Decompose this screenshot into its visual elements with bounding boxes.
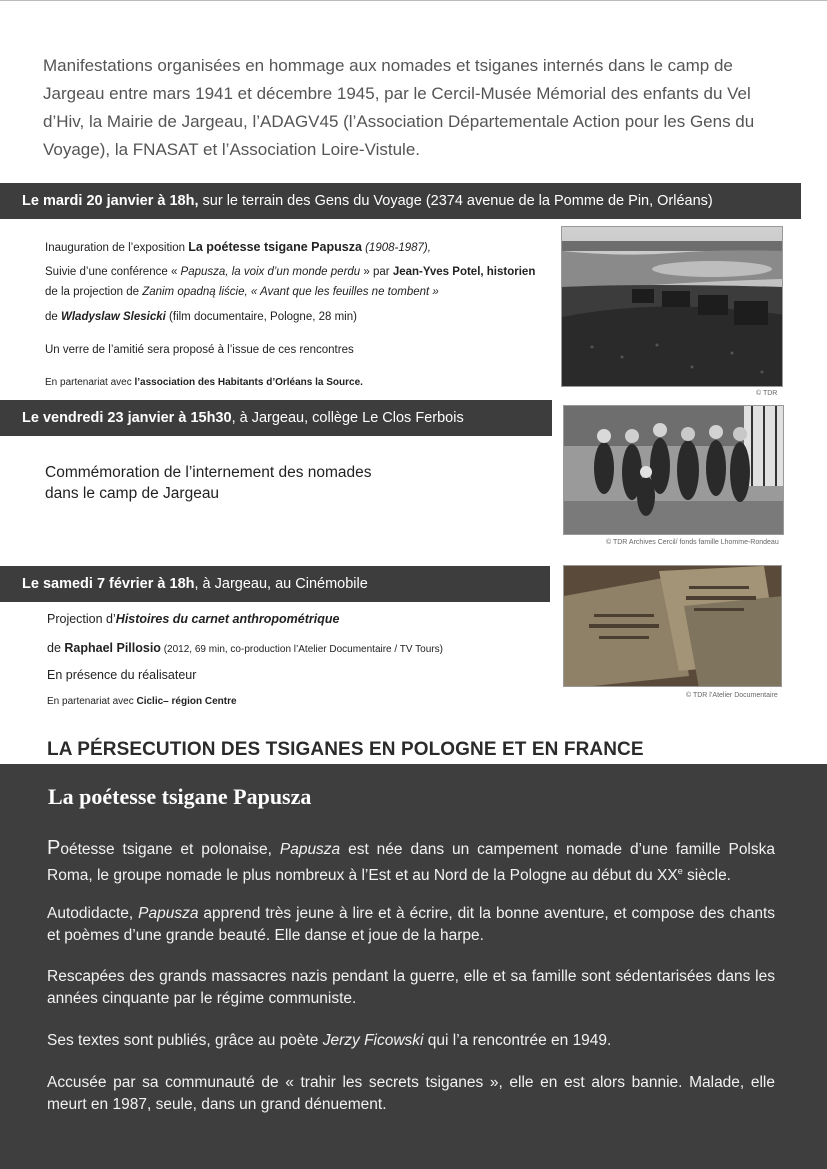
carnet-photo-illustration <box>564 566 782 687</box>
event-1-header <box>0 183 801 219</box>
article-paragraph-3: Rescapées des grands massacres nazis pendant la guerre, elle et sa famille sont sédentarisées dans les années cinquante par le régime communiste. <box>47 968 775 1007</box>
event-1-line-5: Un verre de l’amitié sera proposé à l’issue de ces rencontres <box>45 344 354 356</box>
photo-credit-2: © TDR Archives Cercil/ fonds famille Lhomme-Rondeau <box>606 539 779 546</box>
photo-credit-1: © TDR <box>756 390 778 397</box>
article-title: La poétesse tsigane Papusza <box>48 784 312 809</box>
children-group-photo <box>563 405 784 535</box>
event-1-line-2: Suivie d’une conférence « Papusza, la voix d’un monde perdu » par Jean-Yves Potel, historien <box>45 266 536 278</box>
top-rule <box>0 0 827 1</box>
event-3-line-3: En présence du réalisateur <box>47 668 197 682</box>
event-1-line-3: de la projection de Zanim opadną liście, « Avant que les feuilles ne tombent » <box>45 286 439 298</box>
caravans-photo <box>561 226 783 387</box>
event-1-partnership: En partenariat avec l’association des Habitants d’Orléans la Source. <box>45 377 363 388</box>
event-3-line-1: Projection d’Histoires du carnet anthropométrique <box>47 612 340 626</box>
event-2-place: , à Jargeau, collège Le Clos Ferbois <box>231 410 464 426</box>
event-3-line-2: de Raphael Pillosio (2012, 69 min, co-production l’Atelier Documentaire / TV Tours) <box>47 641 443 655</box>
event-3-header <box>0 566 550 602</box>
event-2-line-2: dans le camp de Jargeau <box>45 485 220 502</box>
intro-paragraph: Manifestations organisées en hommage aux nomades et tsiganes internés dans le camp de Jargeau entre mars 1941 et décembre 1945, par le Cercil-Musée Mémorial des enfants du Vel d’Hiv, la Mairie de Jargeau, l’ADAGV45 (l’Association Départementale Action pour les Gens du Voyage), la FNASAT et l’Association Loire-Vistule. <box>43 56 755 159</box>
event-2-date: Le vendredi 23 janvier à 15h30 <box>22 410 232 426</box>
event-3-partnership: En partenariat avec Ciclic– région Centre <box>47 696 237 707</box>
event-3-place: , à Jargeau, au Cinémobile <box>194 576 368 592</box>
article-paragraph-1: Poétesse tsigane et polonaise, Papusza est née dans un campement nomade d’une famille Polska Roma, le groupe nomade le plus nombreux à l’Est et au Nord de la Pologne au début du XXe siècle. <box>47 837 775 884</box>
event-3-date: Le samedi 7 février à 18h <box>22 576 195 592</box>
event-1-date: Le mardi 20 janvier à 18h, <box>22 193 199 209</box>
article-paragraph-5: Accusée par sa communauté de « trahir les secrets tsiganes », elle en est alors bannie. Malade, elle meurt en 1987, seule, dans un grand dénuement. <box>47 1074 775 1113</box>
article-paragraph-2: Autodidacte, Papusza apprend très jeune à lire et à écrire, dit la bonne aventure, et compose des chants et poèmes d’une grande beauté. Elle danse et joue de la harpe. <box>47 905 776 944</box>
article-paragraph-4: Ses textes sont publiés, grâce au poète Jerzy Ficowski qui l’a rencontrée en 1949. <box>47 1032 612 1049</box>
event-1-line-4: de Wladyslaw Slesicki (film documentaire, Pologne, 28 min) <box>45 311 357 323</box>
event-1-line-1: Inauguration de l’exposition La poétesse tsigane Papusza (1908-1987), <box>45 240 431 254</box>
event-1-place: sur le terrain des Gens du Voyage (2374 avenue de la Pomme de Pin, Orléans) <box>198 193 713 209</box>
event-2-line-1: Commémoration de l’internement des nomades <box>45 464 372 481</box>
caravans-photo-illustration <box>562 227 783 387</box>
photo-credit-3: © TDR l’Atelier Documentaire <box>686 692 778 699</box>
event-2-header <box>0 400 552 436</box>
carnet-photo <box>563 565 782 687</box>
section-title: LA PÉRSECUTION DES TSIGANES EN POLOGNE ET EN FRANCE <box>47 739 644 760</box>
children-group-photo-illustration <box>564 406 784 535</box>
